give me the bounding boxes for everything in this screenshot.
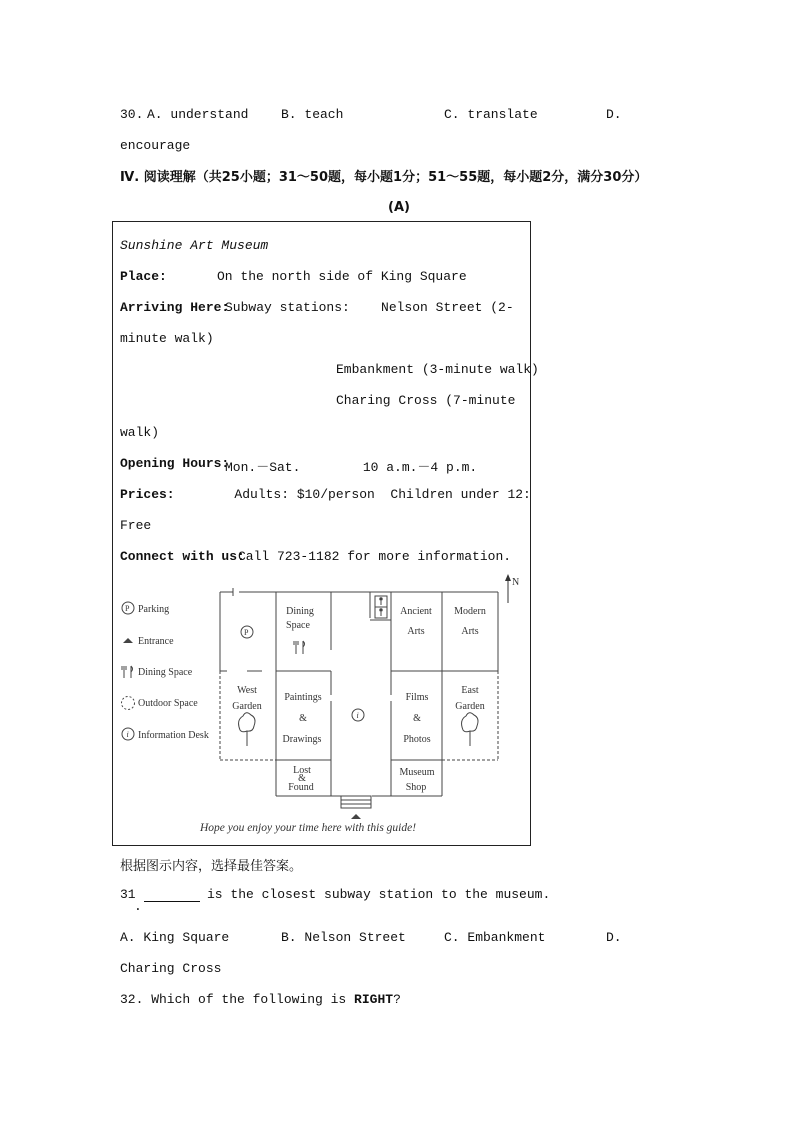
q31-option-b: B. Nelson Street [281, 930, 406, 945]
ancient-arts-line1: Ancient [400, 606, 432, 617]
parking-legend-symbol: P [125, 604, 130, 613]
q31-option-c: C. Embankment [444, 930, 546, 945]
q30-option-d-text: encourage [120, 138, 191, 153]
museum-shop-line2: Shop [405, 782, 427, 793]
paintings-line1: Paintings [284, 692, 322, 703]
q31-number: 31 [120, 887, 136, 902]
restroom-icon [375, 596, 387, 618]
q30-option-d: D. [606, 107, 622, 122]
arriving-line [120, 300, 229, 315]
legend-entrance: Entrance [138, 636, 174, 647]
prices-line-2: Free [120, 518, 152, 533]
section-heading: Ⅳ. 阅读理解（共25小题；31～50题，每小题1分；51～55题，每小题2分，满分30分） [120, 170, 648, 185]
hours-line [120, 456, 229, 471]
legend-info: Information Desk [138, 730, 209, 741]
east-tree-icon [462, 713, 478, 746]
east-garden-line2: Garden [455, 701, 485, 712]
legend-dining: Dining Space [138, 667, 193, 678]
lost-found-line1: Lost [293, 765, 311, 776]
lost-found-line2: & [298, 773, 306, 784]
museum-shop-line1: Museum [399, 767, 435, 778]
passage-label: (A) [388, 200, 410, 215]
place-label: Place: [120, 269, 167, 284]
prices-label: Prices: [120, 487, 175, 502]
modern-arts-line2: Arts [461, 626, 479, 637]
connect-value: Call 723-1182 for more information. [238, 549, 512, 564]
west-garden-line2: Garden [232, 701, 262, 712]
prices-value: Adults: $10/person Children under 12: [172, 487, 531, 502]
east-garden-line1: East [461, 685, 479, 696]
q30-option-c: C. translate [444, 107, 538, 122]
west-garden-line1: West [237, 685, 257, 696]
q31-blank [144, 887, 200, 906]
arriving-line-3: Embankment (3-minute walk) [336, 362, 539, 377]
connect-line [120, 549, 245, 564]
prices-line [120, 487, 175, 502]
entrance-stairs [341, 796, 371, 808]
q30-option-a: A. understand [147, 107, 249, 122]
info-legend-symbol: i [126, 730, 129, 739]
west-tree-icon [239, 713, 255, 746]
museum-title: Sunshine Art Museum [120, 238, 269, 253]
place-value: On the north side of King Square [217, 269, 467, 284]
q31-option-d: D. [606, 930, 622, 945]
lost-found-line3: Found [288, 782, 314, 793]
museum-floor-map [112, 570, 531, 846]
ancient-arts-line2: Arts [407, 626, 425, 637]
q31-option-a: A. King Square [120, 930, 230, 945]
arriving-label: Arriving Here: [120, 300, 230, 315]
q32-stem: 32. Which of the following is RIGHT? [120, 992, 401, 1007]
arriving-line-2: minute walk) [120, 331, 214, 346]
arriving-line-5: walk) [120, 425, 160, 440]
legend-outdoor: Outdoor Space [138, 698, 198, 709]
instruction: 根据图示内容，选择最佳答案。 [120, 859, 303, 874]
dining-room-line2: Space [286, 620, 310, 631]
modern-arts-line1: Modern [454, 606, 486, 617]
dining-room-icon [294, 641, 305, 654]
paintings-line3: Drawings [282, 734, 322, 745]
parking-map-symbol: P [244, 628, 249, 637]
films-line1: Films [405, 692, 429, 703]
q31-dot: . [134, 899, 142, 914]
dining-legend-icon [122, 666, 133, 678]
arriving-line-4: Charing Cross (7-minute [336, 393, 516, 408]
q30-number: 30. [120, 107, 144, 122]
films-line3: Photos [403, 734, 431, 745]
entrance-marker [351, 814, 361, 819]
legend-parking: Parking [138, 604, 170, 615]
info-desk-symbol: i [356, 711, 359, 720]
north-arrowhead [505, 574, 511, 581]
q31-stem: is the closest subway station to the museum. [207, 887, 551, 902]
hours-label: Opening Hours: [120, 456, 230, 471]
outdoor-legend-icon [122, 697, 135, 710]
place-line [120, 269, 167, 284]
connect-label: Connect with us: [120, 549, 245, 564]
paintings-line2: & [299, 713, 307, 724]
entrance-legend-icon [123, 638, 133, 643]
films-line2: & [413, 713, 421, 724]
north-label: N [512, 577, 520, 588]
q31-option-d-text: Charing Cross [120, 961, 222, 976]
hours-value: Mon.－Sat. 10 a.m.－4 p.m. [225, 460, 478, 475]
arriving-line-1: Subway stations: Nelson Street (2- [225, 300, 514, 315]
dining-room-line1: Dining [286, 606, 314, 617]
guide-note: Hope you enjoy your time here with this guide! [199, 822, 417, 834]
q30-option-b: B. teach [281, 107, 344, 122]
